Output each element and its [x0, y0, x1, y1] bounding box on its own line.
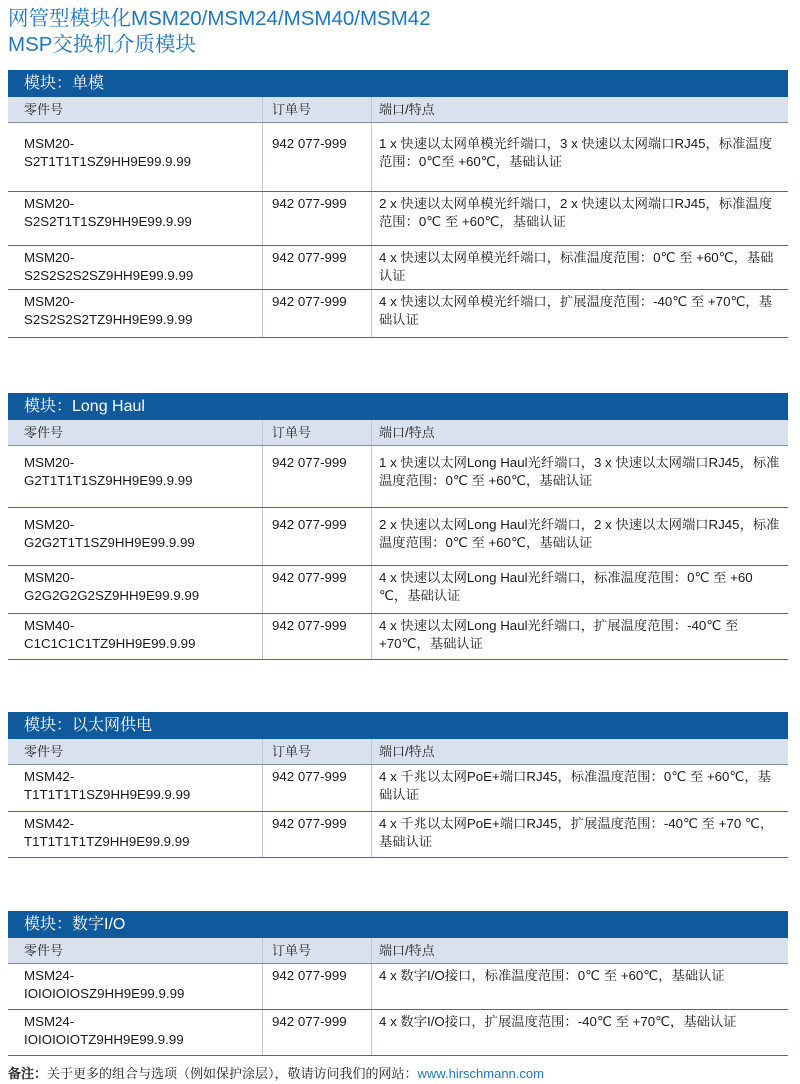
order-number: 942 077-999 [263, 192, 372, 245]
part-number: MSM20- G2G2G2G2SZ9HH9E99.9.99 [8, 566, 263, 613]
part-number: MSM42- T1T1T1T1SZ9HH9E99.9.99 [8, 765, 263, 811]
port-description: 4 x 快速以太网单模光纤端口，扩展温度范围：-40℃ 至 +70℃，基础认证 [379, 294, 772, 327]
column-header-row [8, 420, 788, 446]
footnote-text: 关于更多的组合与选项（例如保护涂层），敬请访问我们的网站： [47, 1066, 418, 1081]
part-number: MSM20- G2T1T1T1SZ9HH9E99.9.99 [8, 446, 263, 507]
port-description: 4 x 千兆以太网PoE+端口RJ45，扩展温度范围：-40℃ 至 +70 ℃，基础认证 [379, 816, 774, 849]
section-header: 模块：以太网供电 [8, 712, 788, 739]
page-title-line-1: 网管型模块化MSM20/MSM24/MSM40/MSM42 [8, 7, 431, 30]
table-row [8, 964, 788, 1010]
port-description: 4 x 快速以太网Long Haul光纤端口，扩展温度范围：-40℃ 至 +70℃，基础认证 [379, 618, 739, 651]
section-digital-io [8, 911, 788, 1056]
port-description: 2 x 快速以太网单模光纤端口，2 x 快速以太网端口RJ45，标准温度范围：0℃ 至 +60℃，基础认证 [379, 196, 773, 229]
table-row [8, 566, 788, 614]
section-header: 模块：单模 [8, 70, 788, 97]
page-title [8, 6, 788, 58]
column-ports: 端口/特点 [379, 425, 435, 440]
table-row [8, 614, 788, 660]
order-number: 942 077-999 [263, 1010, 372, 1055]
footnote [8, 1063, 544, 1082]
part-number: MSM24- IOIOIOIOTZ9HH9E99.9.99 [8, 1010, 263, 1055]
order-number: 942 077-999 [263, 508, 372, 565]
port-description: 4 x 千兆以太网PoE+端口RJ45，标准温度范围：0℃ 至 +60℃，基础认证 [379, 769, 771, 802]
table-row [8, 123, 788, 192]
part-number: MSM40- C1C1C1C1TZ9HH9E99.9.99 [8, 614, 263, 659]
port-description: 4 x 快速以太网Long Haul光纤端口，标准温度范围：0℃ 至 +60 ℃，基础认证 [379, 570, 753, 603]
column-order-number: 订单号 [263, 739, 372, 764]
section-header: 模块：数字I/O [8, 911, 788, 938]
order-number: 942 077-999 [263, 246, 372, 289]
port-description: 2 x 快速以太网Long Haul光纤端口，2 x 快速以太网端口RJ45，标准温度范围：0℃ 至 +60℃，基础认证 [379, 517, 780, 550]
column-ports: 端口/特点 [379, 943, 435, 958]
table-row [8, 290, 788, 338]
order-number: 942 077-999 [263, 566, 372, 613]
part-number: MSM20- S2S2S2S2TZ9HH9E99.9.99 [8, 290, 263, 337]
order-number: 942 077-999 [263, 964, 372, 1009]
column-ports: 端口/特点 [379, 744, 435, 759]
order-number: 942 077-999 [263, 123, 372, 191]
column-order-number: 订单号 [263, 938, 372, 963]
order-number: 942 077-999 [263, 765, 372, 811]
table-row [8, 192, 788, 246]
order-number: 942 077-999 [263, 812, 372, 857]
column-part-number: 零件号 [8, 938, 263, 963]
order-number: 942 077-999 [263, 290, 372, 337]
order-number: 942 077-999 [263, 446, 372, 507]
part-number: MSM20- G2G2T1T1SZ9HH9E99.9.99 [8, 508, 263, 565]
part-number: MSM42- T1T1T1T1TZ9HH9E99.9.99 [8, 812, 263, 857]
section-single-mode [8, 70, 788, 338]
order-number: 942 077-999 [263, 614, 372, 659]
part-number: MSM24- IOIOIOIOSZ9HH9E99.9.99 [8, 964, 263, 1009]
part-number: MSM20- S2T1T1T1SZ9HH9E99.9.99 [8, 123, 263, 191]
table-row [8, 508, 788, 566]
port-description: 4 x 快速以太网单模光纤端口，标准温度范围：0℃ 至 +60℃，基础认证 [379, 250, 774, 283]
part-number: MSM20- S2S2T1T1SZ9HH9E99.9.99 [8, 192, 263, 245]
column-order-number: 订单号 [263, 97, 372, 122]
port-description: 4 x 数字I/O接口，标准温度范围：0℃ 至 +60℃，基础认证 [379, 968, 725, 983]
table-row [8, 446, 788, 508]
table-row [8, 246, 788, 290]
table-row [8, 1010, 788, 1056]
section-poe [8, 712, 788, 858]
page-title-line-2: MSP交换机介质模块 [8, 33, 196, 56]
website-link[interactable]: www.hirschmann.com [417, 1066, 544, 1081]
column-part-number: 零件号 [8, 420, 263, 445]
port-description: 1 x 快速以太网单模光纤端口，3 x 快速以太网端口RJ45，标准温度范围：0℃至 +60℃，基础认证 [379, 136, 773, 169]
column-header-row [8, 97, 788, 123]
column-header-row [8, 938, 788, 964]
column-order-number: 订单号 [263, 420, 372, 445]
column-header-row [8, 739, 788, 765]
table-row [8, 765, 788, 812]
table-row [8, 812, 788, 858]
footnote-label: 备注： [8, 1066, 48, 1081]
port-description: 1 x 快速以太网Long Haul光纤端口，3 x 快速以太网端口RJ45，标准温度范围：0℃ 至 +60℃，基础认证 [379, 455, 780, 488]
column-part-number: 零件号 [8, 739, 263, 764]
column-ports: 端口/特点 [379, 102, 435, 117]
section-long-haul [8, 393, 788, 660]
column-part-number: 零件号 [8, 97, 263, 122]
section-header: 模块：Long Haul [8, 393, 788, 420]
port-description: 4 x 数字I/O接口，扩展温度范围：-40℃ 至 +70℃，基础认证 [379, 1014, 737, 1029]
part-number: MSM20- S2S2S2S2SZ9HH9E99.9.99 [8, 246, 263, 289]
